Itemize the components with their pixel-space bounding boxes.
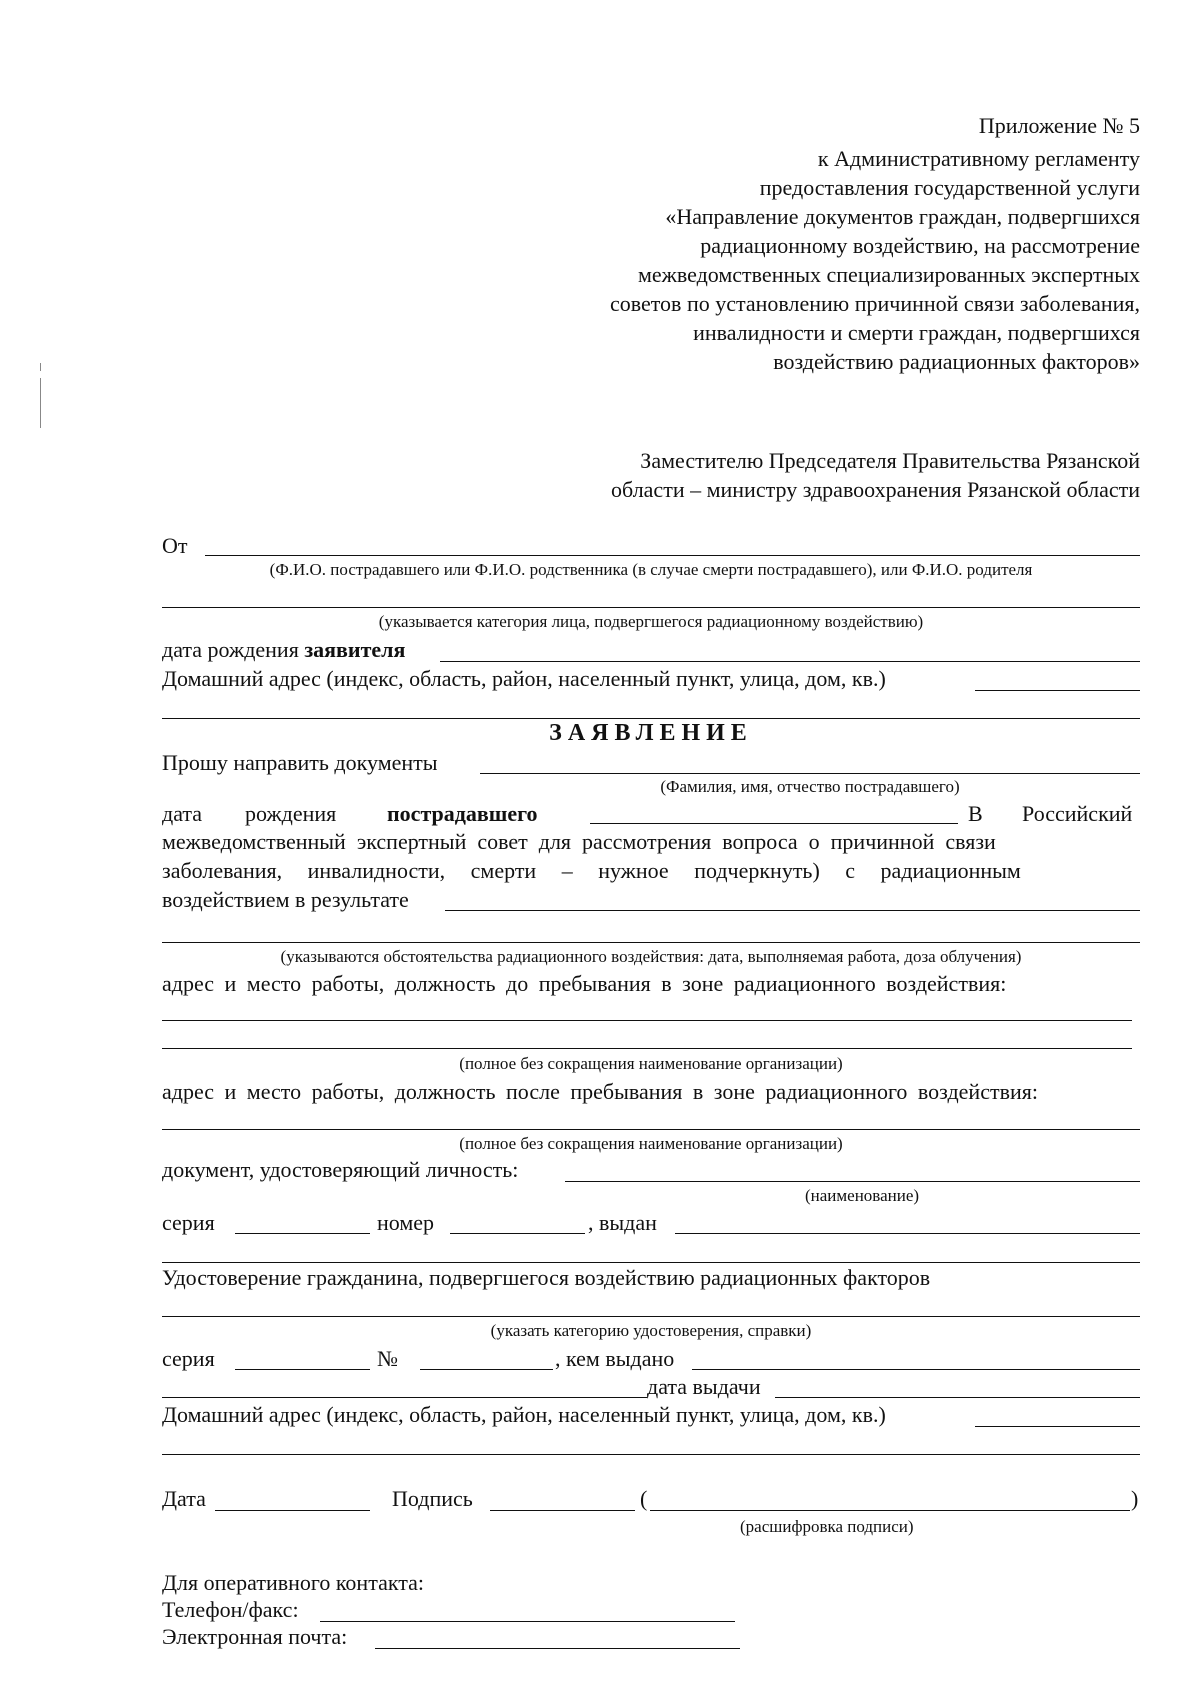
org-hint: (полное без сокращения наименование организации) [459, 1054, 843, 1073]
scan-edge-mark [40, 378, 41, 428]
victim-birth-word: дата [162, 801, 203, 826]
address-field-3[interactable] [162, 1454, 1140, 1455]
issued-by-field[interactable] [675, 1233, 1140, 1234]
work-after-label: адрес и место работы, должность после пребывания в зоне радиационного воздействия: [162, 1079, 1038, 1104]
applicant-name-hint: (Ф.И.О. пострадавшего или Ф.И.О. родственника (в случае смерти пострадавшего), или Ф.И.О. родителя [269, 560, 1033, 579]
from-label: От [162, 533, 188, 558]
victim-birth-word: рождения [245, 801, 337, 826]
result-field-2[interactable] [162, 942, 1140, 943]
header-line: «Направление документов граждан, подвергшихся [665, 204, 1140, 229]
header-line: межведомственных специализированных экспертных [637, 262, 1140, 287]
address-field-2[interactable] [975, 1426, 1140, 1427]
council-word: В [968, 801, 983, 826]
issue-date-field[interactable] [775, 1397, 1140, 1398]
applicant-address-field[interactable] [975, 690, 1140, 691]
cert-series-label: серия [162, 1346, 215, 1371]
cert-number-field[interactable] [420, 1369, 553, 1370]
cert-number-label: № [377, 1346, 398, 1371]
cert-issued-by-field[interactable] [692, 1369, 1140, 1370]
victim-name-hint: (Фамилия, имя, отчество пострадавшего) [660, 777, 960, 796]
result-label: воздействием в результате [162, 887, 409, 912]
council-word: Российский [1022, 801, 1133, 826]
issue-date-label: дата выдачи [647, 1374, 761, 1399]
header-line: к Административному регламенту [817, 146, 1140, 171]
statement-title: ЗАЯВЛЕНИЕ [549, 720, 753, 746]
signature-label: Подпись [392, 1486, 473, 1511]
phone-field[interactable] [320, 1621, 735, 1622]
number-field[interactable] [450, 1233, 585, 1234]
work-after-field[interactable] [162, 1129, 1140, 1130]
council-line: межведомственный экспертный совет для рассмотрения вопроса о причинной связи [162, 829, 996, 854]
result-field[interactable] [445, 910, 1140, 911]
phone-label: Телефон/факс: [162, 1597, 299, 1622]
circumstances-hint: (указываются обстоятельства радиационного воздействия: дата, выполняемая работа, доза облучения) [280, 947, 1022, 966]
birth-label-bold: заявителя [304, 637, 406, 662]
victim-birth-word-bold: пострадавшего [387, 801, 538, 826]
series-field[interactable] [235, 1233, 370, 1234]
applicant-category-field[interactable] [162, 607, 1140, 608]
signature-decoding-field[interactable] [650, 1510, 1130, 1511]
issued-by-field-2[interactable] [162, 1262, 1140, 1263]
applicant-address-label: Домашний адрес (индекс, область, район, населенный пункт, улица, дом, кв.) [162, 666, 886, 691]
id-document-label: документ, удостоверяющий личность: [162, 1157, 519, 1182]
issued-label: , выдан [588, 1210, 657, 1235]
work-before-label: адрес и место работы, должность до пребывания в зоне радиационного воздействия: [162, 971, 1007, 996]
email-field[interactable] [375, 1648, 740, 1649]
date-field[interactable] [215, 1510, 370, 1511]
addressee-line: области – министру здравоохранения Рязанской области [611, 477, 1140, 502]
paren-close: ) [1131, 1486, 1139, 1511]
applicant-address-field-2[interactable] [162, 718, 1140, 719]
id-document-hint: (наименование) [805, 1186, 920, 1205]
cert-issued-label: , кем выдано [555, 1346, 675, 1371]
birth-label-text: дата рождения [162, 637, 299, 662]
applicant-name-field[interactable] [205, 555, 1140, 556]
request-label: Прошу направить документы [162, 750, 438, 775]
addressee-line: Заместителю Председателя Правительства Рязанской [640, 448, 1140, 473]
certificate-label: Удостоверение гражданина, подвергшегося воздействию радиационных факторов [162, 1265, 931, 1290]
address-label-2: Домашний адрес (индекс, область, район, населенный пункт, улица, дом, кв.) [162, 1402, 886, 1427]
header-line: предоставления государственной услуги [759, 175, 1140, 200]
scan-edge-mark [40, 363, 41, 371]
council-line: заболевания, инвалидности, смерти – нужное подчеркнуть) с радиационным [162, 858, 1021, 883]
header-line: радиационному воздействию, на рассмотрение [700, 233, 1140, 258]
org-hint: (полное без сокращения наименование организации) [459, 1134, 843, 1153]
paren-open: ( [640, 1486, 648, 1511]
header-line: советов по установлению причинной связи заболевания, [609, 291, 1140, 316]
victim-birth-field[interactable] [590, 823, 958, 824]
header-line: воздействию радиационных факторов» [773, 349, 1140, 374]
work-before-field-2[interactable] [162, 1048, 1132, 1049]
cert-series-field[interactable] [235, 1369, 370, 1370]
applicant-birth-label [162, 637, 405, 663]
certificate-hint: (указать категорию удостоверения, справки) [490, 1321, 812, 1340]
cert-issued-by-field-2[interactable] [162, 1397, 647, 1398]
victim-name-field[interactable] [480, 773, 1140, 774]
email-label: Электронная почта: [162, 1624, 348, 1649]
id-document-field[interactable] [565, 1181, 1140, 1182]
certificate-field[interactable] [162, 1316, 1140, 1317]
contact-title: Для оперативного контакта: [162, 1570, 425, 1595]
appendix-number: Приложение № 5 [978, 113, 1140, 138]
applicant-category-hint: (указывается категория лица, подвергшегося радиационному воздействию) [378, 612, 924, 631]
applicant-birth-field[interactable] [440, 661, 1140, 662]
date-label: Дата [162, 1486, 206, 1511]
signature-decoding-hint: (расшифровка подписи) [740, 1517, 914, 1536]
signature-field[interactable] [490, 1510, 635, 1511]
number-label: номер [377, 1210, 435, 1235]
series-label: серия [162, 1210, 215, 1235]
work-before-field[interactable] [162, 1020, 1132, 1021]
header-line: инвалидности и смерти граждан, подвергшихся [693, 320, 1140, 345]
